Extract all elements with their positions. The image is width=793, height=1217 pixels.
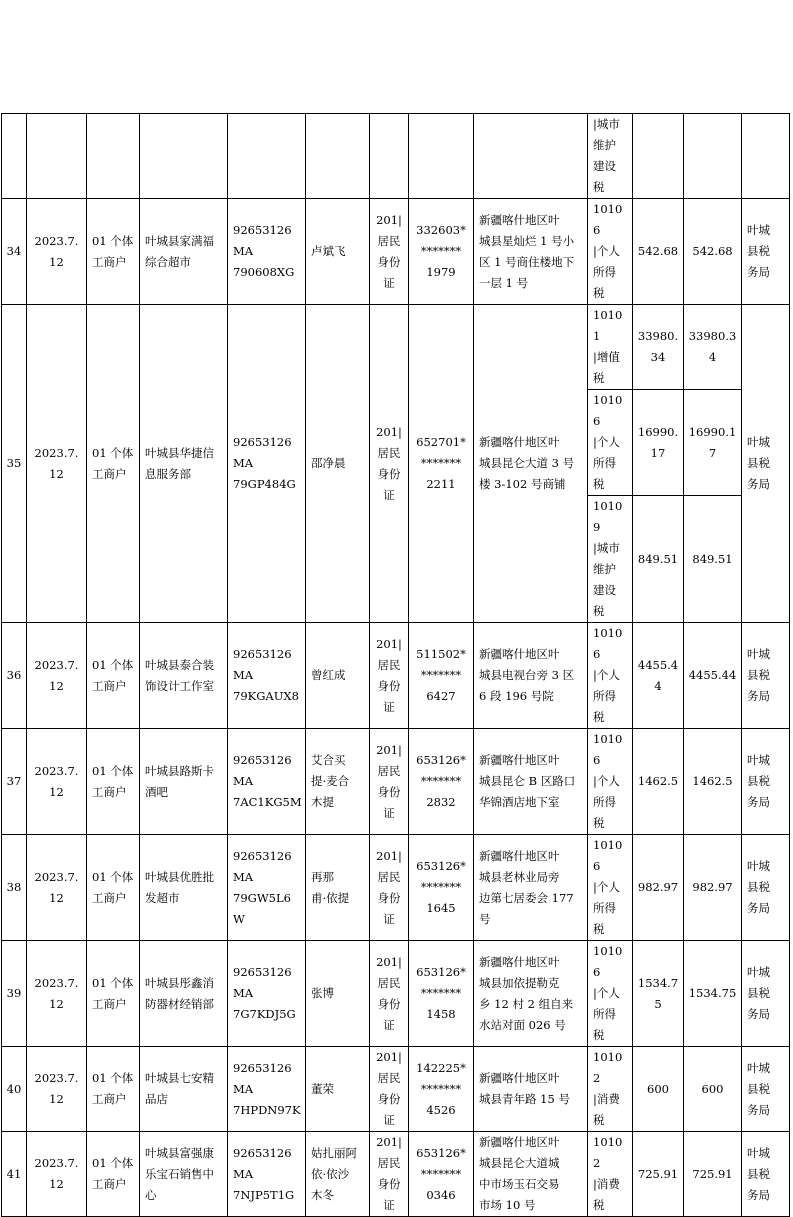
cell-tax-item-text: 10101 |增值 税: [593, 308, 623, 385]
cell-address-text: 新疆喀什地区叶 城县昆仑 B 区路口 华锦酒店地下室: [479, 753, 576, 809]
cell-credit-code-text: 92653126MA 790608XG: [233, 223, 295, 279]
cell-amount-1-text: 849.51: [637, 551, 679, 566]
cell-name: [140, 199, 228, 305]
cell-tax-item-text: 10106 |个人 所得 税: [593, 732, 623, 830]
cell-type: [87, 623, 140, 729]
cell-name-text: 叶城县华捷信 息服务部: [145, 445, 214, 481]
cell-tax-item: [588, 623, 633, 729]
cell-amount-2: [684, 496, 742, 623]
cell-date-text: 2023.7. 12: [34, 869, 79, 905]
cell-credit-code: [228, 729, 306, 835]
cell-address-text: 新疆喀什地区叶 城县电视台旁 3 区 6 段 196 号院: [479, 647, 575, 703]
cell-authority-text: 叶城 县税 务局: [747, 965, 770, 1021]
cell-person: [306, 1047, 370, 1132]
table-row: [2, 305, 790, 390]
cell-address: [474, 729, 588, 835]
cell-address-text: 新疆喀什地区叶 城县加依提勒克 乡 12 村 2 组自来 水站对面 026 号: [479, 954, 574, 1032]
cell-amount-2-text: 542.68: [692, 244, 733, 258]
cell-address: [474, 623, 588, 729]
cell-address-text: 新疆喀什地区叶 城县昆仑大道 3 号 楼 3-102 号商铺: [479, 435, 575, 491]
cell-id-no: [409, 1132, 474, 1217]
cell-type-text: 01 个体 工商户: [92, 1156, 134, 1191]
cell-amount-2-text: 600: [701, 1081, 724, 1096]
cell-tax-item-text: 10106 |个人 所得 税: [593, 944, 623, 1042]
cell-person: [306, 305, 370, 623]
cell-address: [474, 199, 588, 305]
cell-type: [87, 1047, 140, 1132]
cell-authority: [742, 729, 790, 835]
cell-amount-1: [633, 390, 684, 496]
cell-date: [27, 305, 87, 623]
cell-id-type: [370, 623, 409, 729]
cell-tax-item: [588, 199, 633, 305]
cell-tax-item-text: 10102 |消费 税: [593, 1050, 623, 1127]
cell-name: [140, 623, 228, 729]
cell-credit-code-text: 92653126MA 7NJP5T1G: [233, 1145, 295, 1202]
cell-person-text: 邵净晨: [311, 456, 346, 470]
cell-amount-2-text: 982.97: [692, 880, 733, 894]
cell-id-no: [409, 623, 474, 729]
cell-id-no: [409, 305, 474, 623]
cell-amount-1: [633, 1132, 684, 1217]
cell-name: [140, 729, 228, 835]
cell-address-text: 新疆喀什地区叶 城县星灿烂 1 号小 区 1 号商住楼地下 一层 1 号: [479, 212, 575, 290]
cell-type-text: 01 个体 工商户: [92, 763, 134, 799]
cell-person-text: 曾红成: [311, 668, 346, 682]
cell-type: [87, 1132, 140, 1217]
cell-amount-2: [684, 1047, 742, 1132]
cell-id-type-text: 201| 居民 身份 证: [376, 954, 402, 1032]
cell-id-type: [370, 835, 409, 941]
cell-person: [306, 114, 370, 199]
cell-no: [2, 835, 27, 941]
cell-no-text: 41: [6, 1166, 22, 1181]
cell-amount-2: [684, 1132, 742, 1217]
cell-amount-1: [633, 305, 684, 390]
cell-date-text: 2023.7. 12: [34, 975, 79, 1011]
cell-type-text: 01 个体 工商户: [92, 975, 134, 1011]
cell-no: [2, 941, 27, 1047]
cell-credit-code: [228, 1047, 306, 1132]
cell-no-text: 35: [6, 456, 22, 470]
cell-person: [306, 729, 370, 835]
cell-amount-1: [633, 941, 684, 1047]
cell-amount-2-text: 849.51: [692, 551, 733, 566]
table-row: [2, 1047, 790, 1132]
cell-date-text: 2023.7. 12: [34, 1071, 79, 1106]
cell-date: [27, 1047, 87, 1132]
cell-no: [2, 305, 27, 623]
cell-person-text: 张博: [311, 986, 334, 1000]
cell-date: [27, 941, 87, 1047]
cell-amount-2-text: 33980.3 4: [688, 329, 737, 364]
cell-authority-text: 叶城 县税 务局: [747, 753, 770, 809]
cell-date-text: 2023.7. 12: [34, 233, 79, 269]
cell-amount-1: [633, 729, 684, 835]
cell-name-text: 叶城县彤鑫消 防器材经销部: [145, 975, 214, 1011]
cell-authority: [742, 623, 790, 729]
cell-amount-2: [684, 623, 742, 729]
cell-person-text: 再那 甫·依提: [311, 869, 350, 905]
cell-tax-item-text: 10102 |消费 税: [593, 1135, 623, 1212]
cell-no: [2, 1047, 27, 1132]
cell-amount-1-text: 1534.7 5: [637, 975, 679, 1011]
cell-id-type: [370, 729, 409, 835]
cell-date: [27, 623, 87, 729]
cell-authority: [742, 199, 790, 305]
cell-type: [87, 305, 140, 623]
table-row: [2, 941, 790, 1047]
cell-name: [140, 941, 228, 1047]
cell-id-no: [409, 729, 474, 835]
cell-id-type: [370, 305, 409, 623]
cell-authority-text: 叶城 县税 务局: [747, 435, 770, 491]
table-body: [2, 114, 790, 1217]
cell-tax-item-text: 10109 |城市 维护 建设 税: [593, 499, 623, 618]
cell-authority: [742, 835, 790, 941]
cell-authority: [742, 1047, 790, 1132]
cell-address: [474, 941, 588, 1047]
cell-id-type: [370, 114, 409, 199]
cell-authority: [742, 114, 790, 199]
cell-id-type: [370, 941, 409, 1047]
cell-amount-1-text: 33980. 34: [637, 329, 679, 364]
cell-id-no: [409, 1047, 474, 1132]
table-row: [2, 623, 790, 729]
cell-credit-code-text: 92653126MA 7HPDN97K: [233, 1060, 301, 1117]
cell-type: [87, 729, 140, 835]
cell-name-text: 叶城县优胜批 发超市: [145, 869, 214, 905]
cell-id-no-text: 652701* ******* 2211: [416, 435, 466, 491]
cell-person: [306, 199, 370, 305]
cell-tax-item: [588, 835, 633, 941]
cell-address-text: 新疆喀什地区叶 城县青年路 15 号: [479, 1071, 570, 1106]
cell-id-no-text: 142225* ******* 4526: [416, 1060, 466, 1117]
cell-tax-item-text: 10106 |个人 所得 税: [593, 838, 623, 936]
cell-credit-code: [228, 623, 306, 729]
cell-amount-2-text: 725.91: [692, 1166, 733, 1181]
cell-id-type-text: 201| 居民 身份 证: [376, 212, 402, 290]
cell-address: [474, 114, 588, 199]
cell-person-text: 卢斌飞: [311, 244, 346, 258]
cell-authority-text: 叶城 县税 务局: [747, 859, 770, 915]
cell-amount-1: [633, 199, 684, 305]
cell-amount-1: [633, 1047, 684, 1132]
table-row: [2, 1132, 790, 1217]
cell-address: [474, 1047, 588, 1132]
cell-no: [2, 1132, 27, 1217]
cell-name-text: 叶城县七安精 品店: [145, 1071, 214, 1106]
cell-date: [27, 199, 87, 305]
cell-name: [140, 1132, 228, 1217]
cell-tax-item: [588, 1132, 633, 1217]
cell-amount-1-text: 600: [647, 1081, 669, 1096]
cell-id-type-text: 201| 居民 身份 证: [376, 742, 402, 820]
cell-amount-1-text: 982.97: [637, 880, 679, 894]
cell-type: [87, 114, 140, 199]
cell-credit-code: [228, 305, 306, 623]
cell-type-text: 01 个体 工商户: [92, 233, 134, 269]
cell-address-text: 新疆喀什地区叶 城县老林业局旁 边第七居委会 177 号: [479, 848, 574, 926]
cell-id-no: [409, 114, 474, 199]
cell-id-type-text: 201| 居民 身份 证: [376, 424, 402, 502]
cell-tax-item: [588, 729, 633, 835]
cell-amount-1: [633, 496, 684, 623]
cell-authority-text: 叶城 县税 务局: [747, 1060, 770, 1117]
cell-tax-item: [588, 390, 633, 496]
cell-amount-2-text: 16990.1 7: [688, 424, 737, 460]
cell-id-no-text: 653126* ******* 1645: [416, 859, 466, 915]
cell-date-text: 2023.7. 12: [34, 1156, 79, 1191]
cell-id-type-text: 201| 居民 身份 证: [376, 848, 402, 926]
cell-amount-1: [633, 114, 684, 199]
cell-name-text: 叶城县家满福 综合超市: [145, 233, 214, 269]
cell-amount-1-text: 1462.5: [637, 774, 679, 788]
cell-authority: [742, 941, 790, 1047]
cell-credit-code: [228, 1132, 306, 1217]
cell-name: [140, 835, 228, 941]
cell-type-text: 01 个体 工商户: [92, 445, 134, 481]
table-row: [2, 199, 790, 305]
cell-type: [87, 835, 140, 941]
cell-tax-item-text: 10106 |个人 所得 税: [593, 393, 623, 491]
cell-id-no-text: 653126* ******* 2832: [416, 753, 466, 809]
cell-person: [306, 941, 370, 1047]
cell-person: [306, 835, 370, 941]
cell-id-type: [370, 199, 409, 305]
cell-person-text: 姑扎丽阿 依·依沙 木冬: [311, 1145, 357, 1202]
cell-date: [27, 835, 87, 941]
cell-amount-2: [684, 729, 742, 835]
cell-person: [306, 1132, 370, 1217]
cell-name: [140, 305, 228, 623]
cell-name-text: 叶城县路斯卡 酒吧: [145, 763, 214, 799]
cell-credit-code-text: 92653126MA 79GP484G: [233, 435, 296, 491]
table-row: [2, 729, 790, 835]
cell-id-no: [409, 941, 474, 1047]
cell-address-text: 新疆喀什地区叶 城县昆仑大道城 中市场玉石交易 市场 10 号: [479, 1135, 560, 1212]
cell-credit-code-text: 92653126MA 79GW5L6W: [233, 848, 292, 926]
cell-credit-code: [228, 835, 306, 941]
cell-amount-2: [684, 941, 742, 1047]
cell-id-no-text: 332603* ******* 1979: [416, 223, 466, 279]
cell-tax-item: |城市 维护 建设 税: [588, 114, 633, 199]
cell-amount-2: [684, 305, 742, 390]
cell-no: [2, 623, 27, 729]
cell-no-text: 38: [6, 880, 22, 894]
cell-amount-2-text: 1534.75: [688, 986, 737, 1000]
cell-amount-2-text: 1462.5: [692, 774, 733, 788]
cell-amount-1: [633, 623, 684, 729]
cell-authority-text: 叶城 县税 务局: [747, 647, 770, 703]
cell-person-text: 董荣: [311, 1081, 334, 1096]
cell-amount-1-text: 16990. 17: [637, 424, 679, 460]
cell-amount-1-text: 542.68: [637, 244, 679, 258]
cell-no-text: 36: [6, 668, 22, 682]
cell-no: [2, 114, 27, 199]
cell-id-type-text: 201| 居民 身份 证: [376, 1050, 402, 1127]
cell-date-text: 2023.7. 12: [34, 445, 79, 481]
cell-tax-item-text: 10106 |个人 所得 税: [593, 202, 623, 300]
cell-no-text: 39: [6, 986, 22, 1000]
cell-tax-item: [588, 496, 633, 623]
cell-name: [140, 1047, 228, 1132]
cell-date-text: 2023.7. 12: [34, 763, 79, 799]
cell-amount-1-text: 4455.4 4: [637, 657, 679, 693]
cell-person-text: 艾合买 提·麦合 木提: [311, 753, 350, 809]
cell-authority-text: 叶城 县税 务局: [747, 223, 770, 279]
cell-id-type-text: 201| 居民 身份 证: [376, 636, 402, 714]
cell-date: [27, 1132, 87, 1217]
cell-name: [140, 114, 228, 199]
cell-credit-code-text: 92653126MA 7G7KDJ5G: [233, 965, 296, 1021]
cell-amount-2-text: 4455.44: [688, 668, 737, 682]
cell-amount-2: [684, 390, 742, 496]
cell-no-text: 34: [6, 244, 22, 258]
cell-tax-item-text: 10106 |个人 所得 税: [593, 626, 623, 724]
cell-address: [474, 305, 588, 623]
cell-no-text: 37: [6, 774, 22, 788]
cell-type-text: 01 个体 工商户: [92, 869, 134, 905]
cell-tax-item: [588, 305, 633, 390]
cell-type: [87, 941, 140, 1047]
continuation-row: [2, 114, 790, 199]
cell-address: [474, 835, 588, 941]
cell-id-no-text: 653126* ******* 1458: [416, 965, 466, 1021]
cell-authority: [742, 1132, 790, 1217]
cell-id-type-text: 201| 居民 身份 证: [376, 1135, 402, 1212]
cell-credit-code: [228, 114, 306, 199]
cell-credit-code: [228, 941, 306, 1047]
cell-date: [27, 114, 87, 199]
cell-amount-2: [684, 199, 742, 305]
cell-authority-text: 叶城 县税 务局: [747, 1145, 770, 1202]
cell-date-text: 2023.7. 12: [34, 657, 79, 693]
cell-amount-1-text: 725.91: [637, 1166, 679, 1181]
cell-name-text: 叶城县富强康 乐宝石销售中 心: [145, 1145, 214, 1202]
cell-credit-code-text: 92653126MA 79KGAUX8: [233, 647, 299, 703]
cell-date: [27, 729, 87, 835]
cell-amount-2: [684, 835, 742, 941]
tax-record-table: [1, 113, 790, 1217]
cell-no: [2, 199, 27, 305]
cell-name-text: 叶城县泰合装 饰设计工作室: [145, 657, 214, 693]
cell-no: [2, 729, 27, 835]
cell-id-no: [409, 199, 474, 305]
cell-id-no: [409, 835, 474, 941]
cell-tax-item: [588, 941, 633, 1047]
cell-id-type: [370, 1047, 409, 1132]
table-row: [2, 835, 790, 941]
cell-authority: [742, 305, 790, 623]
cell-type-text: 01 个体 工商户: [92, 1071, 134, 1106]
cell-id-no-text: 653126* ******* 0346: [416, 1145, 466, 1202]
cell-id-no-text: 511502* ******* 6427: [416, 647, 466, 703]
cell-id-type: [370, 1132, 409, 1217]
cell-type-text: 01 个体 工商户: [92, 657, 134, 693]
cell-credit-code: [228, 199, 306, 305]
cell-amount-1: [633, 835, 684, 941]
cell-credit-code-text: 92653126MA 7AC1KG5M: [233, 753, 302, 809]
cell-type: [87, 199, 140, 305]
cell-person: [306, 623, 370, 729]
cell-amount-2: [684, 114, 742, 199]
cell-no-text: 40: [6, 1081, 22, 1096]
cell-address: [474, 1132, 588, 1217]
cell-tax-item: [588, 1047, 633, 1132]
